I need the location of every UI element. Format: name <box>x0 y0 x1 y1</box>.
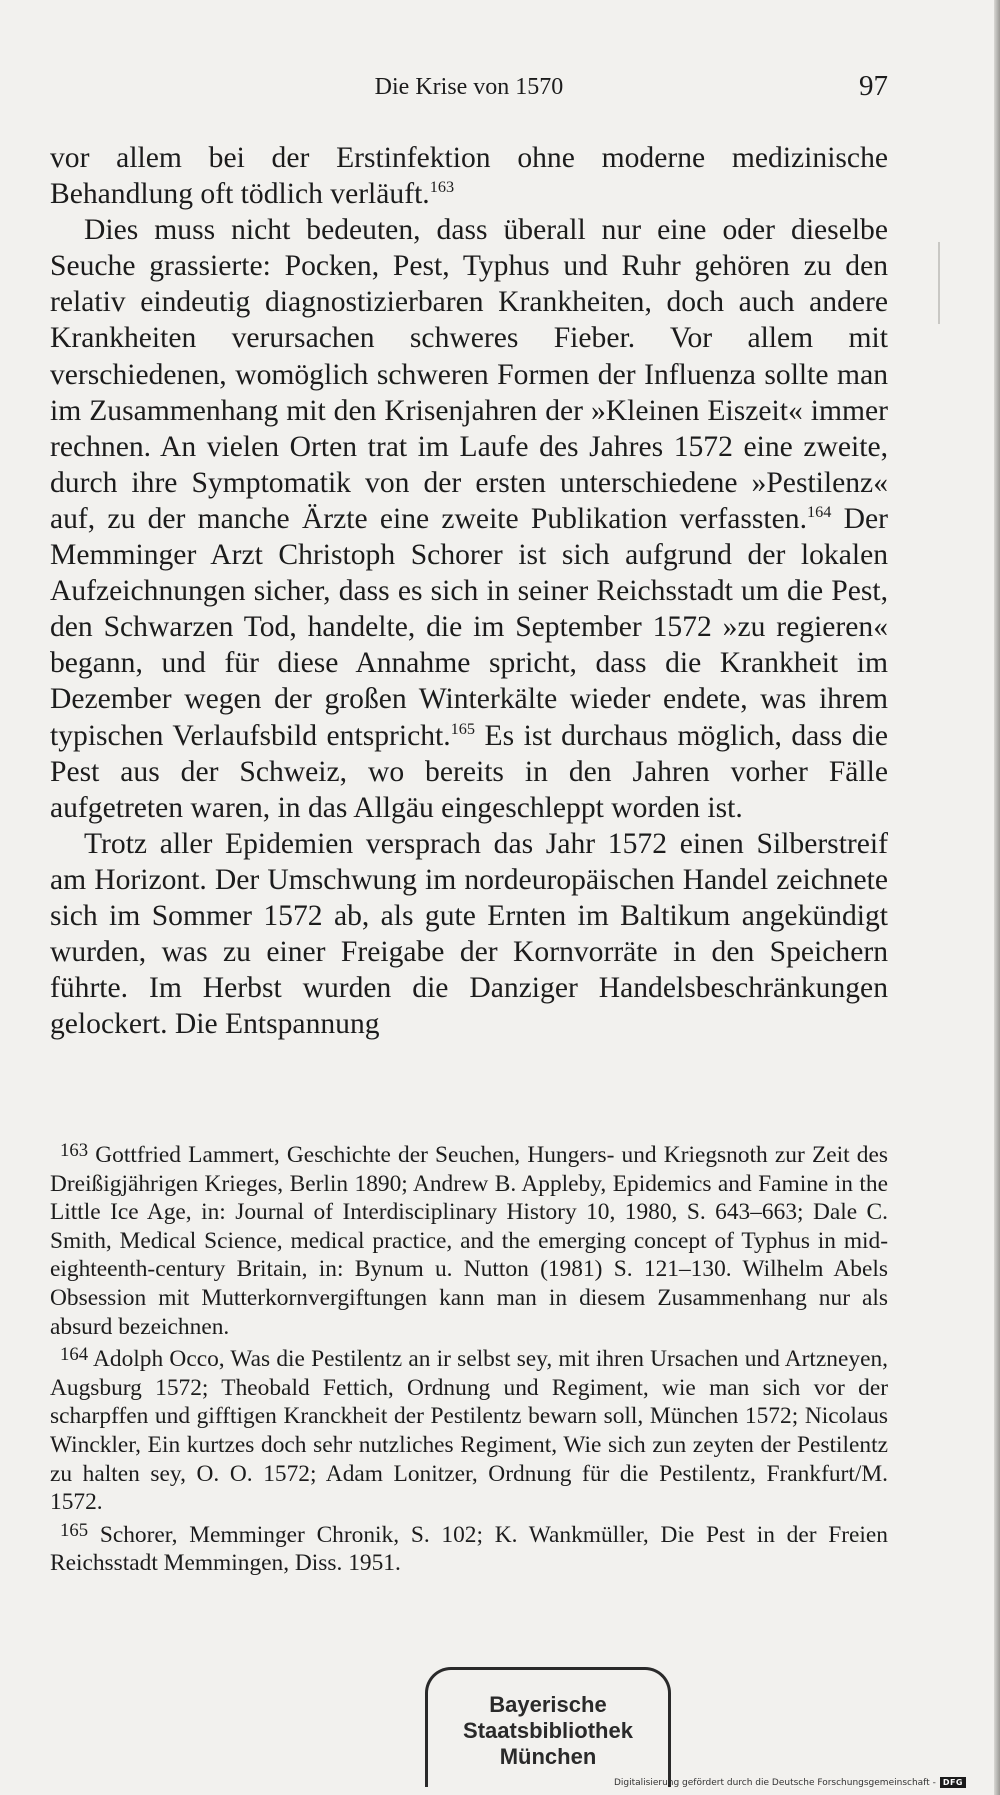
footnote-number: 165 <box>60 1519 89 1541</box>
paragraph-1-text: vor allem bei der Erstinfektion ohne moderne medizinische Behandlung oft tödlich verläuft. <box>50 142 888 211</box>
digitization-text: Digitalisierung gefördert durch die Deutsche Forschungsgemeinschaft - <box>613 1777 936 1788</box>
stamp-line-1: Bayerische <box>489 1692 607 1717</box>
page-edge-shadow <box>994 0 1000 1795</box>
stamp-line-2: Staatsbibliothek <box>463 1718 633 1743</box>
footnote-163 <box>50 1141 888 1341</box>
running-head: Die Krise von 1570 <box>374 74 564 100</box>
paragraph-1 <box>50 140 888 212</box>
stamp-line-3: München <box>499 1744 597 1769</box>
paragraph-2 <box>50 212 888 826</box>
footnote-text: Gottfried Lammert, Geschichte der Seuchen, Hungers- und Kriegsnoth zur Zeit des Dreißigjährigen Krieges, Berlin 1890; Andrew B. Appleby, Epidemics and Famine in the Little Ice Age, in: Journal of Interdisciplinary History 10, 1980, S. 643–663; Dale C. Smith, Medical Science, medical practice, and the emerging concept of Typhus in mid-eighteenth-century Britain, in: Bynum u. Nutton (1981) S. 121–130. Wilhelm Abels Obsession mit Mutterkornvergiftungen kann man in diesem Zusammenhang nur als absurd bezeichnen. <box>50 1142 888 1340</box>
margin-mark <box>938 242 940 324</box>
footnote-text: Schorer, Memminger Chronik, S. 102; K. Wankmüller, Die Pest in der Freien Reichsstadt Memmingen, Diss. 1951. <box>50 1521 889 1577</box>
page-header <box>50 70 888 110</box>
footnote-text: Adolph Occo, Was die Pestilentz an ir selbst sey, mit ihren Ursachen und Artzneyen, Augsburg 1572; Theobald Fettich, Ordnung und Regiment, wie man sich vor der scharpffen und gifftigen Kranckheit der Pestilentz bewarn soll, München 1572; Nicolaus Winckler, Ein kurtzes doch sehr nutzliches Regiment, Wie sich zun zeyten der Pestilentz zu halten sey, O. O. 1572; Adam Lonitzer, Ordnung für die Pestilentz, Frankfurt/M. 1572. <box>50 1346 888 1516</box>
paragraph-3-text: Trotz aller Epidemien versprach das Jahr 1572 einen Silberstreif am Horizont. Der Umschwung im nordeuropäischen Handel zeichnete sich im Sommer 1572 ab, als gute Ernten im Baltikum angekündigt wurden, was zu einer Freigabe der Kornvorräte in den Speichern führte. Im Herbst wurden die Danziger Handelsbeschränkungen gelockert. Die Entspannung <box>50 827 888 1041</box>
footnote-number: 164 <box>60 1344 89 1366</box>
digitization-note <box>614 1777 966 1788</box>
paragraph-2-text-c: Es ist durchaus möglich, dass die Pest aus der Schweiz, wo bereits in den Jahren vorher Fälle aufgetreten waren, in das Allgäu eingeschleppt worden ist. <box>50 719 888 824</box>
paragraph-2-text-a: Dies muss nicht bedeuten, dass überall nur eine oder dieselbe Seuche grassierte: Pocken, Pest, Typhus und Ruhr gehören zu den relativ eindeutig diagnostizierbaren Krankheiten, doch auch andere Krankheiten verursachen schweres Fieber. Vor allem mit verschiedenen, womöglich schweren Formen der Influenza sollte man im Zusammenhang mit den Krisenjahren der »Kleinen Eiszeit« immer rechnen. An vielen Orten trat im Laufe des Jahres 1572 eine zweite, durch ihre Symptomatik von der ersten unterschiedene »Pestilenz« auf, zu der manche Ärzte eine zweite Publikation verfassten. <box>50 214 888 535</box>
main-text <box>50 140 888 1042</box>
footnotes <box>50 1141 888 1582</box>
footnote-ref-163[interactable]: 163 <box>429 177 455 197</box>
paragraph-3 <box>50 826 888 1043</box>
footnote-number: 163 <box>60 1140 89 1161</box>
dfg-logo: DFG <box>940 1777 966 1788</box>
footnote-164 <box>50 1345 888 1517</box>
footnote-ref-164[interactable]: 164 <box>806 502 832 522</box>
page-number: 97 <box>859 70 888 102</box>
paragraph-2-text-b: Der Memminger Arzt Christoph Schorer ist sich aufgrund der lokalen Aufzeichnungen sicher, dass es sich in seiner Reichsstadt um die Pest, den Schwarzen Tod, handelte, die im September 1572 »zu regieren« begann, und für diese Annahme spricht, dass die Krankheit im Dezember wegen der großen Winterkälte wieder endete, was ihrem typischen Verlaufsbild entspricht. <box>50 502 889 752</box>
library-stamp <box>425 1667 671 1787</box>
footnote-165 <box>50 1521 888 1578</box>
footnote-ref-165[interactable]: 165 <box>450 718 476 738</box>
